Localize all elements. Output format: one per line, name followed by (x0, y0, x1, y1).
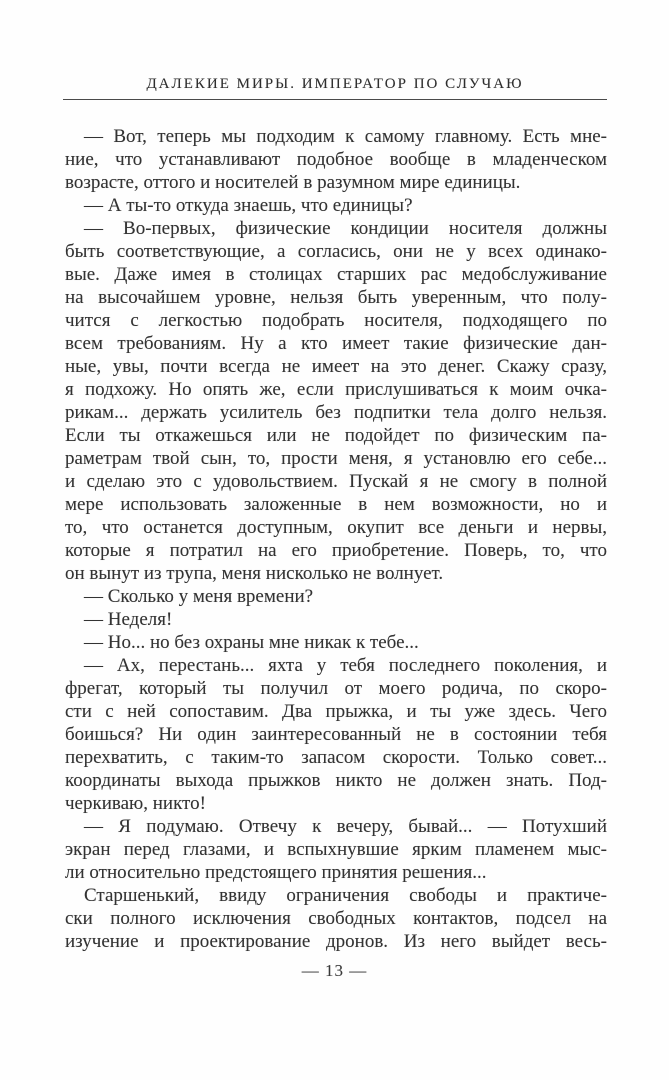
text-line: Старшенький, ввиду ограничения свободы и практиче- (84, 885, 607, 906)
text-line: которые я потратил на его приобретение. Поверь, то, что (65, 540, 607, 561)
text-line: на высочайшем уровне, нельзя быть уверенным, что полу- (65, 287, 607, 308)
text-line: — Во-первых, физические кондиции носителя должны (84, 218, 607, 239)
text-line: всем требованиям. Ну а кто имеет такие физические дан- (65, 333, 607, 354)
paragraph (65, 654, 607, 815)
paragraph (65, 631, 607, 654)
text-line: вые. Даже имея в столицах старших рас медобслуживание (65, 264, 607, 285)
text-line: — Вот, теперь мы подходим к самому главному. Есть мне- (84, 126, 607, 147)
text-line: сти с ней сопоставим. Два прыжка, и ты уже здесь. Чего (65, 701, 607, 722)
paragraph (65, 125, 607, 194)
text-line: боишься? Ни один заинтересованный не в состоянии тебя (65, 724, 607, 745)
text-line: — Ах, перестань... яхта у тебя последнего поколения, и (84, 655, 607, 676)
text-line: и сделаю это с удовольствием. Пускай я не смогу в полной (65, 471, 607, 492)
page-number: — 13 — (301, 961, 368, 980)
text-line: ные, увы, почти всегда не имеет на это денег. Скажу сразу, (65, 356, 607, 377)
paragraph (65, 608, 607, 631)
paragraph (65, 585, 607, 608)
paragraph (65, 194, 607, 217)
book-title: ДАЛЕКИЕ МИРЫ. ИМПЕРАТОР ПО СЛУЧАЮ (146, 76, 524, 92)
text-line: — Я подумаю. Отвечу к вечеру, бывай... — Потухший (84, 816, 607, 837)
text-line: он вынут из трупа, меня нисколько не волнует. (65, 563, 444, 584)
text-line: изучение и проектирование дронов. Из него выйдет весь- (65, 931, 607, 952)
text-line: ние, что устанавливают подобное вообще в младенческом (65, 149, 607, 170)
text-line: фрегат, который ты получил от моего родича, по скоро- (65, 678, 607, 699)
page-body (65, 125, 607, 953)
text-line: — Но... но без охраны мне никак к тебе... (84, 632, 419, 653)
text-line: мере использовать заложенные в нем возможности, но и (65, 494, 607, 515)
text-line: я подхожу. Но опять же, если прислушиваться к моим очка- (65, 379, 607, 400)
text-line: возрасте, оттого и носителей в разумном мире единицы. (65, 172, 521, 193)
text-line: черкиваю, никто! (65, 793, 206, 814)
text-line: — Сколько у меня времени? (84, 586, 314, 607)
text-line: чится с легкостью подобрать носителя, подходящего по (65, 310, 607, 331)
paragraph (65, 815, 607, 884)
paragraph (65, 217, 607, 585)
paragraph (65, 884, 607, 953)
text-line: быть соответствующие, а согласись, они не у всех одинако- (65, 241, 607, 262)
text-line: перехватить, с таким-то запасом скорости. Только совет... (65, 747, 607, 768)
text-line: то, что останется доступным, окупит все деньги и нервы, (65, 517, 607, 538)
text-line: — Неделя! (84, 609, 173, 630)
text-line: раметрам твой сын, то, прости меня, я установлю его себе... (65, 448, 607, 469)
text-line: — А ты-то откуда знаешь, что единицы? (84, 195, 413, 216)
text-line: ли относительно предстоящего принятия решения... (65, 862, 487, 883)
running-header (63, 74, 607, 100)
text-line: координаты выхода прыжков никто не должен знать. Под- (65, 770, 607, 791)
text-line: ски полного исключения свободных контактов, подсел на (65, 908, 607, 929)
text-line: Если ты откажешься или не подойдет по физическим па- (65, 425, 607, 446)
text-line: экран перед глазами, и вспыхнувшие ярким пламенем мыс- (65, 839, 607, 860)
text-line: рикам... держать усилитель без подпитки тела долго нельзя. (65, 402, 607, 423)
header-rule (63, 99, 607, 100)
